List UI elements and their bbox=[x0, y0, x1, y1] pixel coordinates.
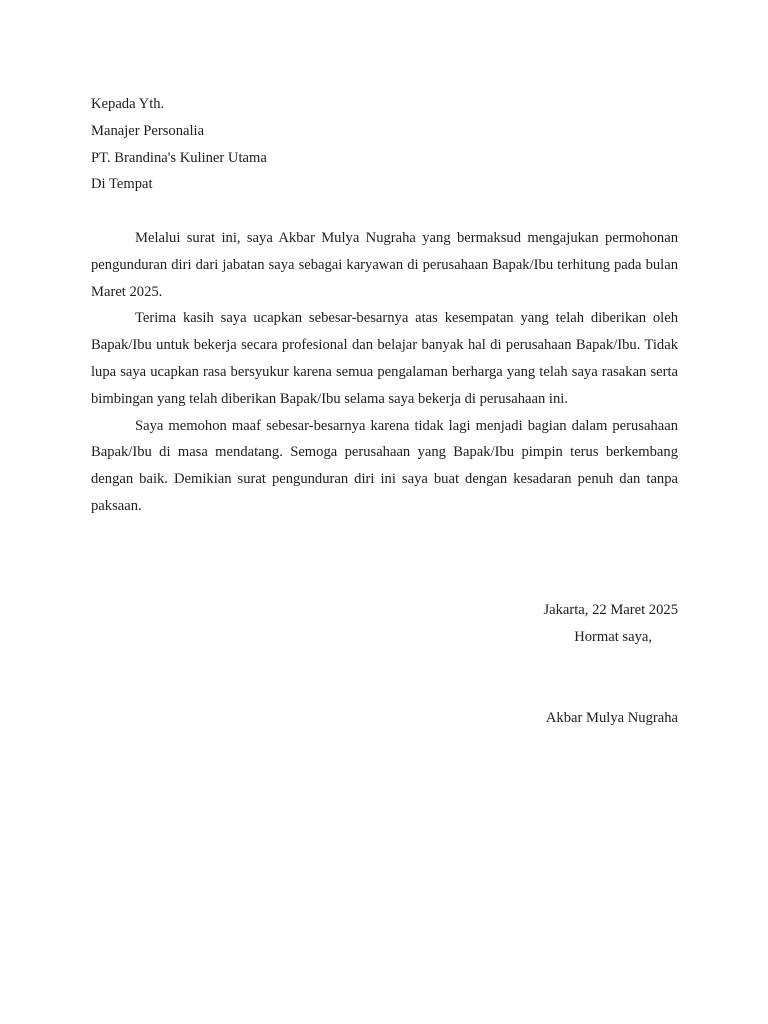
body-paragraph-2: Terima kasih saya ucapkan sebesar-besarnya atas kesempatan yang telah diberikan oleh Bapak/Ibu untuk bekerja secara profesional dan belajar banyak hal di perusahaan Bapak/Ibu. Tidak lupa saya ucapkan rasa bersyukur karena semua pengalaman berharga yang telah saya rasakan serta bimbingan yang telah diberikan Bapak/Ibu selama saya bekerja di perusahaan ini. bbox=[91, 310, 678, 407]
signatory-name: Akbar Mulya Nugraha bbox=[545, 710, 678, 726]
closing-block bbox=[91, 597, 678, 651]
recipient-company: PT. Brandina's Kuliner Utama bbox=[91, 149, 267, 166]
recipient-block bbox=[91, 91, 678, 198]
body-paragraph-3: Saya memohon maaf sebesar-besarnya karena tidak lagi menjadi bagian dalam perusahaan Bapak/Ibu di masa mendatang. Semoga perusahaan yang Bapak/Ibu pimpin terus berkembang dengan baik. Demikian surat pengunduran diri ini saya buat dengan kesadaran penuh dan tanpa paksaan. bbox=[91, 417, 678, 514]
closing-greeting: Hormat saya, bbox=[574, 628, 652, 645]
place-date: Jakarta, 22 Maret 2025 bbox=[543, 602, 678, 618]
body-paragraph-1: Melalui surat ini, saya Akbar Mulya Nugraha yang bermaksud mengajukan permohonan pengunduran diri dari jabatan saya sebagai karyawan di perusahaan Bapak/Ibu terhitung pada bulan Maret 2025. bbox=[91, 229, 678, 300]
recipient-salutation: Kepada Yth. bbox=[91, 96, 165, 112]
letter-page bbox=[91, 91, 678, 520]
recipient-location: Di Tempat bbox=[91, 176, 153, 193]
letter-body bbox=[91, 225, 678, 520]
recipient-position: Manajer Personalia bbox=[91, 122, 205, 139]
